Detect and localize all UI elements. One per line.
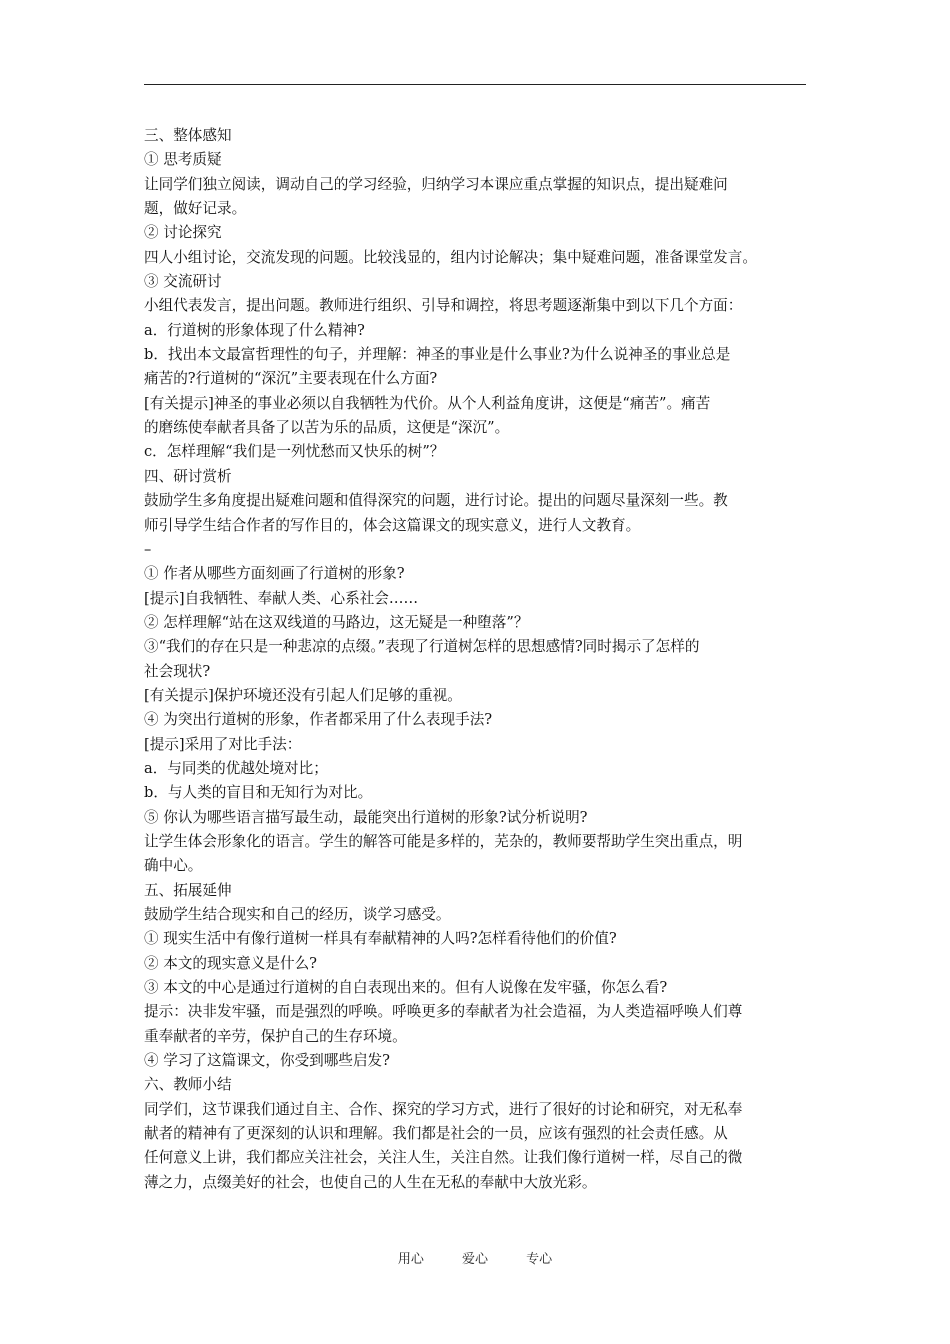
footer-item: 专心 (526, 1252, 553, 1267)
text-line: c．怎样理解“我们是一列忧愁而又快乐的树”？ (144, 443, 445, 461)
text-line: ① 现实生活中有像行道树一样具有奉献精神的人吗?怎样看待他们的价值? (144, 930, 617, 948)
text-line: 的磨练使奉献者具备了以苦为乐的品质，这便是“深沉”。 (144, 419, 510, 437)
text-line: 让学生体会形象化的语言。学生的解答可能是多样的，芜杂的，教师要帮助学生突出重点，明 (144, 832, 743, 850)
text-line: ④ 为突出行道树的形象，作者都采用了什么表现手法? (144, 711, 493, 729)
page-footer (0, 1248, 950, 1267)
text-line: 任何意义上讲，我们都应关注社会，关注人生，关注自然。让我们像行道树一样，尽自己的微 (144, 1149, 743, 1167)
text-line: 同学们，这节课我们通过自主、合作、探究的学习方式，进行了很好的讨论和研究，对无私奉 (144, 1100, 743, 1118)
text-line: ② 怎样理解“站在这双线道的马路边，这无疑是一种堕落”？ (144, 613, 529, 631)
text-line: – (144, 540, 152, 558)
text-line: a．与同类的优越处境对比； (144, 759, 328, 777)
text-line: [有关提示]神圣的事业必须以自我牺牲为代价。从个人利益角度讲，这便是“痛苦”。痛苦 (144, 394, 711, 412)
text-line: 六、教师小结 (144, 1076, 232, 1094)
text-line: ③ 本文的中心是通过行道树的自白表现出来的。但有人说像在发牢骚，你怎么看? (144, 979, 668, 997)
text-line: 重奉献者的辛劳，保护自己的生存环境。 (144, 1027, 407, 1045)
text-line: 三、整体感知 (144, 127, 232, 144)
text-line: ③ 交流研讨 (144, 273, 222, 291)
header-rule (144, 84, 806, 85)
text-line: 让同学们独立阅读，调动自己的学习经验，归纳学习本课应重点掌握的知识点，提出疑难问 (144, 175, 728, 193)
text-line: [提示]自我牺牲、奉献人类、心系社会…… (144, 589, 419, 607)
text-line: ⑤ 你认为哪些语言描写最生动，最能突出行道树的形象?试分析说明? (144, 808, 588, 826)
text-line: [有关提示]保护环境还没有引起人们足够的重视。 (144, 686, 462, 704)
text-line: b．与人类的盲目和无知行为对比。 (144, 784, 373, 802)
text-line: ② 本文的现实意义是什么? (144, 954, 317, 972)
text-line: 痛苦的?行道树的“深沉”主要表现在什么方面? (144, 370, 438, 388)
text-line: a．行道树的形象体现了什么精神? (144, 321, 365, 339)
text-line: 提示：决非发牢骚，而是强烈的呼唤。呼唤更多的奉献者为社会造福，为人类造福呼唤人们尊 (144, 1003, 743, 1021)
text-line: ① 作者从哪些方面刻画了行道树的形象? (144, 565, 405, 583)
text-line: 题，做好记录。 (144, 200, 247, 218)
text-line: 确中心。 (144, 857, 203, 875)
footer-item: 用心 (397, 1252, 424, 1267)
document-body (144, 124, 810, 1195)
text-line: 薄之力，点缀美好的社会，也使自己的人生在无私的奉献中大放光彩。 (144, 1173, 597, 1191)
text-line: ③“我们的存在只是一种悲凉的点缀。”表现了行道树怎样的思想感情?同时揭示了怎样的 (144, 638, 700, 656)
text-line: 小组代表发言，提出问题。教师进行组织、引导和调控，将思考题逐渐集中到以下几个方面： (144, 297, 743, 315)
footer-item: 爱心 (461, 1252, 488, 1267)
text-line: ① 思考质疑 (144, 151, 222, 169)
text-line: 四人小组讨论，交流发现的问题。比较浅显的，组内讨论解决；集中疑难问题，准备课堂发言。 (144, 248, 757, 266)
text-line: 四、研讨赏析 (144, 467, 232, 485)
text-line: 五、拓展延伸 (144, 881, 232, 899)
text-line: 社会现状? (144, 662, 211, 680)
text-line: 鼓励学生多角度提出疑难问题和值得深究的问题，进行讨论。提出的问题尽量深刻一些。教 (144, 492, 728, 510)
text-line: ④ 学习了这篇课文，你受到哪些启发? (144, 1052, 390, 1070)
text-line: ② 讨论探究 (144, 224, 222, 242)
text-line: 献者的精神有了更深刻的认识和理解。我们都是社会的一员，应该有强烈的社会责任感。从 (144, 1125, 728, 1143)
text-line: 师引导学生结合作者的写作目的，体会这篇课文的现实意义，进行人文教育。 (144, 516, 641, 534)
text-line: b．找出本文最富哲理性的句子，并理解：神圣的事业是什么事业?为什么说神圣的事业总是 (144, 346, 731, 364)
text-line: [提示]采用了对比手法： (144, 735, 302, 753)
text-line: 鼓励学生结合现实和自己的经历，谈学习感受。 (144, 906, 451, 923)
